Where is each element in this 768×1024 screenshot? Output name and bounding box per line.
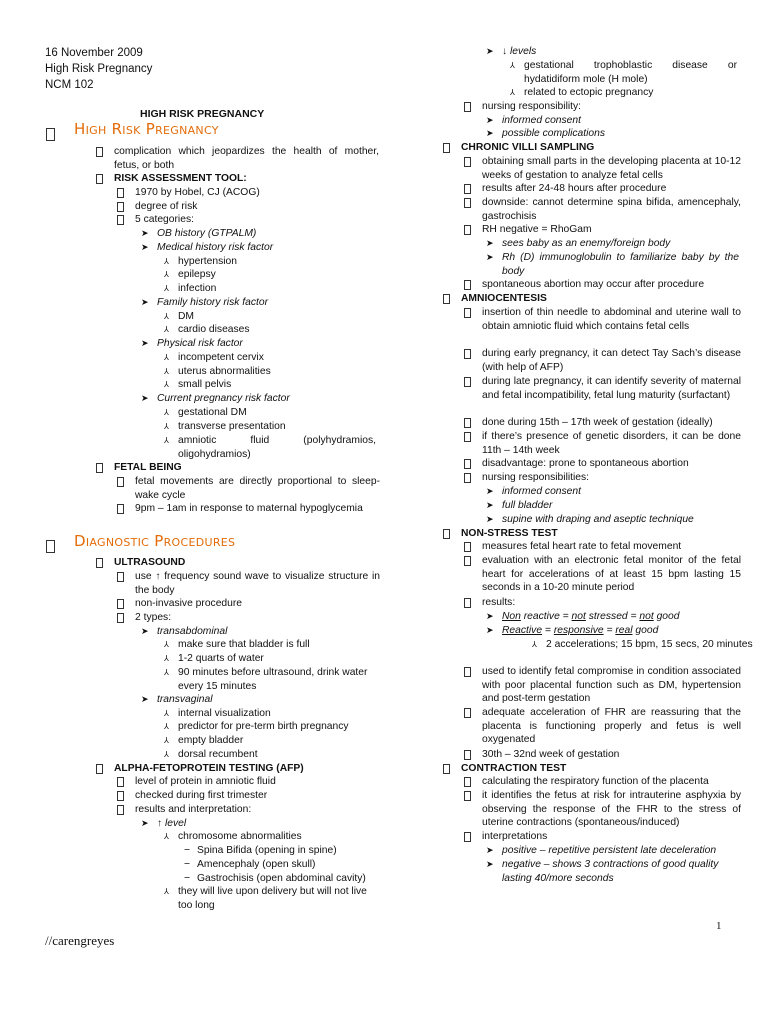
lambda-bullet-icon: ⅄ <box>164 722 169 731</box>
lambda-bullet-icon: ⅄ <box>164 408 169 417</box>
checkbox-icon <box>464 459 471 469</box>
checkbox-icon <box>117 188 124 198</box>
arrow-bullet-icon: ➤ <box>486 845 494 855</box>
arrow-bullet-icon: ➤ <box>486 115 494 125</box>
list-item-text: results after 24-48 hours after procedure <box>482 183 667 194</box>
checkbox-icon <box>117 805 124 815</box>
arrow-bullet-icon: ➤ <box>486 514 494 524</box>
arrow-bullet-icon: ➤ <box>141 694 149 704</box>
list-item-text: predictor for pre-term birth pregnancy <box>178 721 349 732</box>
checkbox-icon <box>464 777 471 787</box>
list-item-text: Family history risk factor <box>157 297 268 308</box>
arrow-bullet-icon: ➤ <box>141 297 149 307</box>
checkbox-icon <box>117 791 124 801</box>
list-item-text: Current pregnancy risk factor <box>157 393 290 404</box>
checkbox-icon <box>464 750 471 760</box>
list-item-text: internal visualization <box>178 708 271 719</box>
list-item-text: High Risk Pregnancy <box>74 120 219 138</box>
checkbox-icon <box>117 504 124 514</box>
list-item-text: adequate acceleration of FHR are reassuring that the placenta is functioning properly and fetus is well oxygenated <box>482 707 741 746</box>
checkbox-icon <box>464 198 471 208</box>
list-item-text: incompetent cervix <box>178 352 264 363</box>
arrow-bullet-icon: ➤ <box>486 238 494 248</box>
list-item-text: positive – repetitive persistent late deceleration <box>502 845 717 856</box>
lambda-bullet-icon: ⅄ <box>164 736 169 745</box>
checkbox-icon <box>464 473 471 483</box>
list-item-text: negative – shows 3 contractions of good quality lasting 40/more seconds <box>502 859 719 884</box>
arrow-bullet-icon: ➤ <box>486 46 494 56</box>
arrow-bullet-icon: ➤ <box>141 338 149 348</box>
checkbox-icon <box>443 764 450 774</box>
lambda-bullet-icon: ⅄ <box>164 750 169 759</box>
list-item-text: 9pm – 1am in response to maternal hypoglycemia <box>135 503 363 514</box>
list-item-text: used to identify fetal compromise in condition associated with poor placental function such as DM, hypertension and post-term gestation <box>482 666 741 705</box>
list-item-text: dorsal recumbent <box>178 749 258 760</box>
list-item-text: 1-2 quarts of water <box>178 653 264 664</box>
document-header <box>45 45 152 93</box>
list-item-text: related to ectopic pregnancy <box>524 87 654 98</box>
checkbox-icon <box>117 215 124 225</box>
list-item-text: 5 categories: <box>135 214 194 225</box>
arrow-bullet-icon: ➤ <box>486 625 494 635</box>
list-item-text: possible complications <box>502 128 606 139</box>
checkbox-icon <box>464 102 471 112</box>
list-item-text: use ↑ frequency sound wave to visualize structure in the body <box>135 571 380 596</box>
list-item-text: NON-STRESS TEST <box>461 528 558 539</box>
arrow-bullet-icon: ➤ <box>141 818 149 828</box>
list-item-text: Non reactive = not stressed = not good <box>502 611 680 622</box>
checkbox-icon <box>46 540 55 553</box>
arrow-bullet-icon: ➤ <box>141 626 149 636</box>
lambda-bullet-icon: ⅄ <box>164 284 169 293</box>
arrow-bullet-icon: ➤ <box>486 128 494 138</box>
dash-bullet-icon: − <box>184 859 191 870</box>
lambda-bullet-icon: ⅄ <box>164 257 169 266</box>
lambda-bullet-icon: ⅄ <box>164 325 169 334</box>
lambda-bullet-icon: ⅄ <box>164 422 169 431</box>
checkbox-icon <box>464 598 471 608</box>
checkbox-icon <box>464 832 471 842</box>
checkbox-icon <box>96 174 103 184</box>
lambda-bullet-icon: ⅄ <box>532 640 537 649</box>
arrow-bullet-icon: ➤ <box>141 393 149 403</box>
page-number: 1 <box>716 920 722 932</box>
arrow-bullet-icon: ➤ <box>486 611 494 621</box>
list-item-text: RISK ASSESSMENT TOOL: <box>114 173 247 184</box>
list-item-text: obtaining small parts in the developing placenta at 10-12 weeks of gestation to analyze fetal cells <box>482 156 741 181</box>
list-item-text: Medical history risk factor <box>157 242 274 253</box>
checkbox-icon <box>464 791 471 801</box>
lambda-bullet-icon: ⅄ <box>164 640 169 649</box>
list-item-text: CHRONIC VILLI SAMPLING <box>461 142 595 153</box>
checkbox-icon <box>464 280 471 290</box>
list-item-text: ↑ level <box>157 818 187 829</box>
list-item-text: evaluation with an electronic fetal monitor of the fetal heart for accelerations of at least 15 bpm lasting 15 seconds in a 10-20 minute period <box>482 555 741 594</box>
checkbox-icon <box>117 599 124 609</box>
dash-bullet-icon: − <box>184 845 191 856</box>
list-item-text: calculating the respiratory function of the placenta <box>482 776 709 787</box>
list-item-text: cardio diseases <box>178 324 250 335</box>
list-item-text: ALPHA-FETOPROTEIN TESTING (AFP) <box>114 763 304 774</box>
list-item-text: RH negative = RhoGam <box>482 224 592 235</box>
list-item-text: 2 accelerations; 15 bpm, 15 secs, 20 minutes <box>546 639 753 650</box>
list-item-text: fetal movements are directly proportional to sleep-wake cycle <box>135 476 380 501</box>
list-item-text: FETAL BEING <box>114 462 182 473</box>
header-course: High Risk Pregnancy <box>45 63 153 75</box>
list-item-text: amniotic fluid (polyhydramios, oligohydramios) <box>178 435 376 460</box>
list-item-text: degree of risk <box>135 201 198 212</box>
list-item-text: 30th – 32nd week of gestation <box>482 749 620 760</box>
checkbox-icon <box>117 202 124 212</box>
list-item-text: during late pregnancy, it can identify severity of maternal and fetal incompatibility, fetal lung maturity (surfactant) <box>482 376 741 401</box>
list-item-text: 90 minutes before ultrasound, drink water every 15 minutes <box>178 667 368 692</box>
list-item-text: transabdominal <box>157 626 228 637</box>
checkbox-icon <box>96 558 103 568</box>
checkbox-icon <box>117 613 124 623</box>
list-item-text: during early pregnancy, it can detect Tay Sach’s disease (with help of AFP) <box>482 348 741 373</box>
lambda-bullet-icon: ⅄ <box>164 654 169 663</box>
list-item-text: hypertension <box>178 256 237 267</box>
list-item-text: ↓ levels <box>502 46 537 57</box>
list-item-text: CONTRACTION TEST <box>461 763 567 774</box>
checkbox-icon <box>464 157 471 167</box>
checkbox-icon <box>464 556 471 566</box>
list-item-text: Diagnostic Procedures <box>74 532 236 550</box>
list-item-text: disadvantage: prone to spontaneous abortion <box>482 458 689 469</box>
list-item-text: gestational trophoblastic disease or hydatidiform mole (H mole) <box>524 60 737 85</box>
list-item-text: Gastrochisis (open abdominal cavity) <box>197 873 366 884</box>
arrow-bullet-icon: ➤ <box>486 486 494 496</box>
lambda-bullet-icon: ⅄ <box>164 353 169 362</box>
list-item-text: gestational DM <box>178 407 247 418</box>
checkbox-icon <box>443 143 450 153</box>
checkbox-icon <box>46 128 55 141</box>
checkbox-icon <box>464 432 471 442</box>
list-item-text: chromosome abnormalities <box>178 831 302 842</box>
lambda-bullet-icon: ⅄ <box>510 88 515 97</box>
checkbox-icon <box>464 377 471 387</box>
arrow-bullet-icon: ➤ <box>141 228 149 238</box>
lambda-bullet-icon: ⅄ <box>164 709 169 718</box>
checkbox-icon <box>464 308 471 318</box>
list-item-text: checked during first trimester <box>135 790 268 801</box>
list-item-text: OB history (GTPALM) <box>157 228 257 239</box>
checkbox-icon <box>464 542 471 552</box>
checkbox-icon <box>443 529 450 539</box>
list-item-text: results: <box>482 597 516 608</box>
list-item-text: full bladder <box>502 500 553 511</box>
list-item-text: uterus abnormalities <box>178 366 271 377</box>
list-item-text: insertion of thin needle to abdominal and uterine wall to obtain amniotic fluid which contains fetal cells <box>482 307 741 332</box>
list-item-text: epilepsy <box>178 269 216 280</box>
checkbox-icon <box>464 225 471 235</box>
lambda-bullet-icon: ⅄ <box>164 312 169 321</box>
list-item-text: empty bladder <box>178 735 244 746</box>
list-item-text: informed consent <box>502 486 581 497</box>
arrow-bullet-icon: ➤ <box>141 242 149 252</box>
lambda-bullet-icon: ⅄ <box>164 832 169 841</box>
lambda-bullet-icon: ⅄ <box>164 380 169 389</box>
list-item-text: Reactive = responsive = real good <box>502 625 659 636</box>
checkbox-icon <box>117 477 124 487</box>
list-item-text: complication which jeopardizes the health of mother, fetus, or both <box>114 146 379 171</box>
lambda-bullet-icon: ⅄ <box>164 668 169 677</box>
list-item-text: 2 types: <box>135 612 172 623</box>
list-item-text: nursing responsibilities: <box>482 472 590 483</box>
checkbox-icon <box>117 777 124 787</box>
dash-bullet-icon: − <box>184 873 191 884</box>
list-item-text: ULTRASOUND <box>114 557 186 568</box>
list-item-text: make sure that bladder is full <box>178 639 310 650</box>
list-item-text: Spina Bifida (opening in spine) <box>197 845 337 856</box>
arrow-bullet-icon: ➤ <box>486 859 494 869</box>
page-title: HIGH RISK PREGNANCY <box>140 108 265 120</box>
lambda-bullet-icon: ⅄ <box>164 270 169 279</box>
checkbox-icon <box>464 708 471 718</box>
checkbox-icon <box>96 463 103 473</box>
checkbox-icon <box>464 184 471 194</box>
checkbox-icon <box>464 418 471 428</box>
list-item-text: nursing responsibility: <box>482 101 582 112</box>
list-item-text: AMNIOCENTESIS <box>461 293 547 304</box>
list-item-text: transverse presentation <box>178 421 286 432</box>
list-item-text: transvaginal <box>157 694 213 705</box>
list-item-text: if there’s presence of genetic disorders, it can be done 11th – 14th week <box>482 431 741 456</box>
list-item-text: sees baby as an enemy/foreign body <box>502 238 671 249</box>
checkbox-icon <box>96 147 103 157</box>
arrow-bullet-icon: ➤ <box>486 500 494 510</box>
list-item-text: level of protein in amniotic fluid <box>135 776 276 787</box>
list-item-text: small pelvis <box>178 379 232 390</box>
list-item-text: spontaneous abortion may occur after procedure <box>482 279 705 290</box>
list-item-text: informed consent <box>502 115 581 126</box>
signature: //carengreyes <box>45 933 115 948</box>
list-item-text: Rh (D) immunoglobulin to familiarize baby by the body <box>502 252 739 277</box>
list-item-text: supine with draping and aseptic technique <box>502 514 694 525</box>
list-item-text: Physical risk factor <box>157 338 243 349</box>
lambda-bullet-icon: ⅄ <box>510 61 515 70</box>
list-item-text: results and interpretation: <box>135 804 252 815</box>
list-item-text: non-invasive procedure <box>135 598 243 609</box>
arrow-bullet-icon: ➤ <box>486 252 494 262</box>
list-item-text: they will live upon delivery but will not live too long <box>178 886 367 911</box>
list-item-text: Amencephaly (open skull) <box>197 859 316 870</box>
lambda-bullet-icon: ⅄ <box>164 436 169 445</box>
list-item-text: done during 15th – 17th week of gestation (ideally) <box>482 417 713 428</box>
checkbox-icon <box>464 349 471 359</box>
header-date: 16 November 2009 <box>45 47 143 59</box>
list-item-text: downside: cannot determine spina bifida, amencephaly, gastrochisis <box>482 197 741 222</box>
list-item-text: DM <box>178 311 195 322</box>
header-code: NCM 102 <box>45 79 94 91</box>
list-item-text: interpretations <box>482 831 548 842</box>
list-item-text: infection <box>178 283 217 294</box>
checkbox-icon <box>96 764 103 774</box>
list-item-text: it identifies the fetus at risk for intrauterine asphyxia by observing the response of the FHR to the stress of uterine contractions (spontaneous/induced) <box>482 790 741 829</box>
checkbox-icon <box>443 294 450 304</box>
list-item-text: 1970 by Hobel, CJ (ACOG) <box>135 187 260 198</box>
list-item-text: measures fetal heart rate to fetal movement <box>482 541 682 552</box>
checkbox-icon <box>117 572 124 582</box>
lambda-bullet-icon: ⅄ <box>164 887 169 896</box>
lambda-bullet-icon: ⅄ <box>164 367 169 376</box>
checkbox-icon <box>464 667 471 677</box>
